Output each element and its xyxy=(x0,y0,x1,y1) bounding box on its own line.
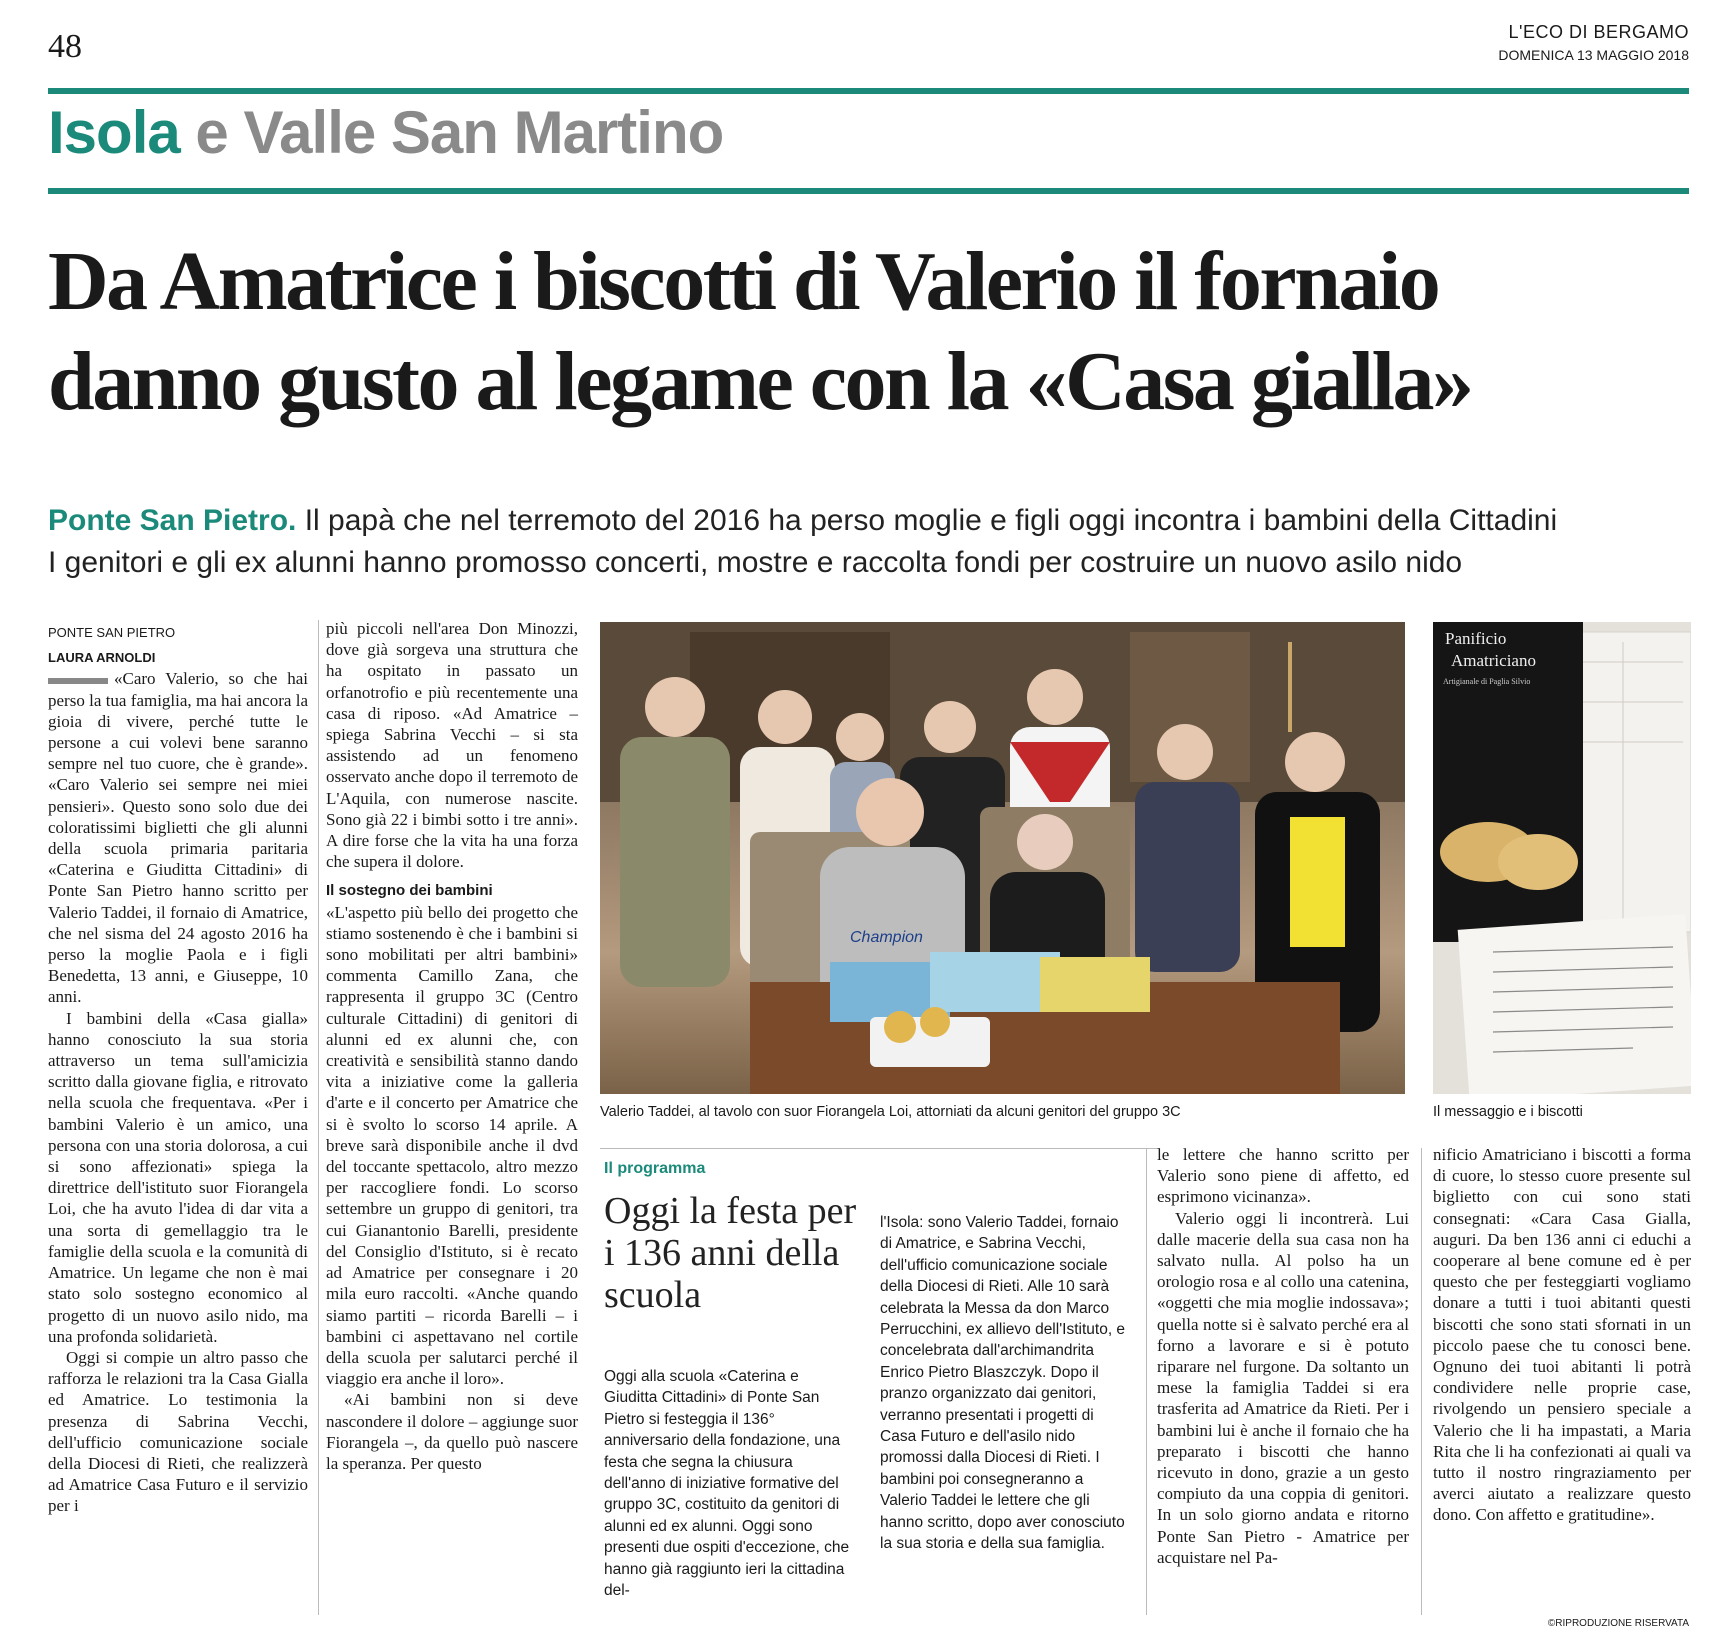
col1-para1: «Caro Valerio, so che hai perso la tua famiglia, ma hai ancora la gioia di vivere, perché tutte le persone a cui volevi bene saranno sempre nel tuo cuore, che è grande». «Caro Valerio sei sempre nei miei pensieri». Questo sono solo due dei coloratissimi biglietti che gli alunni della scuola primaria paritaria «Caterina e Giuditta Cittadini» di Ponte San Pietro hanno scritto per Valerio Taddei, il fornaio di Amatrice, che nel sisma del 24 agosto 2016 ha perso la moglie Paola e i figli Benedetta, 13 anni, e Giuseppe, 10 anni. xyxy=(48,669,308,1007)
headline-line1: Da Amatrice i biscotti di Valerio il fornaio xyxy=(48,235,1439,328)
copyright: ©RIPRODUZIONE RISERVATA xyxy=(1547,1618,1689,1629)
article-column-2 xyxy=(326,618,578,1474)
main-photo-illustration xyxy=(600,622,1405,1094)
box-col2-text: l'Isola: sono Valerio Taddei, fornaio di Amatrice, e Sabrina Vecchi, dell'ufficio comunicazione sociale della Diocesi di Rieti. Alle 10 sarà celebrata la Messa da don Marco Perrucchini, ex allievo dell'Istituto, e concelebrata dall'archimandrita Enrico Pietro Blaszczyk. Dopo il pranzo organizzato dai genitori, verranno presentati i progetti di Casa Futuro e dell'asilo nido promossi dalla Diocesi di Rieti. I bambini poi consegneranno a Valerio Taddei le lettere che gli hanno scritto, dopo aver conosciuto la sua storia e della sua famiglia. xyxy=(880,1214,1126,1553)
section-title xyxy=(48,98,723,167)
section-rule xyxy=(48,188,1689,194)
masthead xyxy=(1498,22,1689,63)
col2-para3: «Ai bambini non si deve nascondere il dolore – aggiunge suor Fiorangela –, da quello può nascere la speranza. Per questo xyxy=(326,1390,578,1473)
author-rule xyxy=(48,678,108,684)
article-column-1 xyxy=(48,622,308,1517)
subheadline xyxy=(48,500,1698,584)
main-photo-caption: Valerio Taddei, al tavolo con suor Fiorangela Loi, attorniati da alcuni genitori del gruppo 3C xyxy=(600,1104,1181,1120)
box-top-rule xyxy=(600,1148,1160,1149)
side-photo-caption: Il messaggio e i biscotti xyxy=(1433,1104,1583,1120)
page-number: 48 xyxy=(48,28,82,65)
shirt-logo: Champion xyxy=(850,929,923,946)
column-divider xyxy=(318,620,319,1615)
dateline: PONTE SAN PIETRO xyxy=(48,625,176,640)
box-kicker: Il programma xyxy=(604,1160,706,1177)
column-divider-3 xyxy=(1421,1148,1422,1615)
box-column-1 xyxy=(604,1366,856,1601)
headline-line2: danno gusto al legame con la «Casa gialla» xyxy=(48,335,1472,428)
bag-label-3: Artigianale di Paglia Silvio xyxy=(1443,677,1531,686)
section-title-part1: Isola xyxy=(48,99,180,166)
article-column-5 xyxy=(1157,1144,1409,1568)
box-column-2 xyxy=(880,1212,1132,1555)
col2-para2: «L'aspetto più bello dei progetto che stiamo sostenendo è che i bambini si sono mobilitati per altri bambini» commenta Camillo Zana, che rappresenta il gruppo 3C (Centro culturale Cittadini) di genitori di alunni ed ex alunni che, con creatività e sensibilità stanno dando vita a iniziative come la galleria d'arte e il concerto per Amatrice che si è svolto lo scorso 14 aprile. A breve sarà disponibile anche il dvd del toccante spettacolo, altro mezzo per raccogliere fondi. Lo scorso settembre un gruppo di genitori, tra cui Gianantonio Barelli, presidente del Consiglio d'Istituto, si è recato ad Amatrice per consegnare i 20 mila euro raccolti. «Anche quando siamo partiti – ricorda Barelli – i bambini ci aspettavano nel cortile della scuola per salutarci perché il viaggio era anche il loro». xyxy=(326,902,578,1389)
section-title-part2: e Valle San Martino xyxy=(195,99,724,166)
subhead-line1: Il papà che nel terremoto del 2016 ha perso moglie e figli oggi incontra i bambini della Cittadini xyxy=(296,504,1558,537)
box-title: Oggi la festa per i 136 anni della scuola xyxy=(604,1190,857,1316)
col5-para2: Valerio oggi li incontrerà. Lui dalle macerie della sua casa non ha salvato nulla. Al polso ha un orologio rosa e al collo una catenina, «oggetti che mia moglie indossava»; quella notte si è salvato perché era al forno a lavorare e si è potuto riparare nel furgone. Da soltanto un mese la famiglia Taddei si era trasferita ad Amatrice da Rieti. Per i bambini lui è anche il fornaio che ha preparato i biscotti che hanno ricevuto in dono, grazie a un gesto compiuto da una coppia di genitori. In un solo giorno andata e ritorno Ponte San Pietro - Amatrice per acquistare nel Pa- xyxy=(1157,1208,1409,1567)
col1-para2: I bambini della «Casa gialla» hanno conosciuto la sua storia attraverso un tema sull'amicizia scritto dalla giovane figlia, e ritrovato nella scuola che frequentava. «Per i bambini Valerio è un amico, una persona con una storia dolorosa, a cui si sono affezionati» spiega la direttrice dell'istituto suor Fiorangela Loi, che ha avuto l'idea di dar vita a una sorta di gemellaggio tra le famiglie della scuola e la comunità di Amatrice. Un legame che non è mai stato solo sostegno economico al progetto di un nuovo asilo nido, ma una profonda solidarietà. xyxy=(48,1008,308,1346)
side-photo-illustration xyxy=(1433,622,1691,1094)
subhead-line2: I genitori e gli ex alunni hanno promosso concerti, mostre e raccolta fondi per costruire un nuovo asilo nido xyxy=(48,546,1463,579)
article-column-6 xyxy=(1433,1144,1691,1526)
col6-para1: nificio Amatriciano i biscotti a forma di cuore, lo stesso cuore presente sul biglietto con cui sono stati consegnati: «Cara Casa Gialla, auguri. Da ben 136 anni ci educhi a cooperare al bene comune ed è per questo che per festeggiarti vogliamo donare a tutti i tuoi abitanti questi biscotti che sono stati sfornati in un piccolo paese che tu conosci bene. Ognuno dei tuoi abitanti li potrà condividere nelle proprie case, rivolgendo un pensiero speciale a Valerio che li ha impastati, a Maria Rita che li ha confezionati ai quali va tutto il nostro ringraziamento per averci aiutato a realizzare questo dono. Con affetto e gratitudine». xyxy=(1433,1145,1691,1525)
main-photo xyxy=(600,622,1405,1094)
col2-para1: più piccoli nell'area Don Minozzi, dove già sorgeva una struttura che ha ospitato in passato un orfanotrofio e più recentemente una casa di riposo. «Ad Amatrice – spiega Sabrina Vecchi – si sta assistendo ad un fenomeno osservato anche dopo il terremoto de L'Aquila, con numerose nascite. Sono già 22 i bimbi sotto i tre anni». A dire forse che la vita ha una forza che supera il dolore. xyxy=(326,619,578,872)
bag-label-2: Amatriciano xyxy=(1451,651,1536,670)
column-divider-2 xyxy=(1146,1148,1147,1615)
col1-para3: Oggi si compie un altro passo che rafforza le relazioni tra la Casa Gialla ed Amatrice. Lo testimonia la presenza di Sabrina Vecchi, dell'ufficio comunicazione sociale della Diocesi di Rieti, che realizzerà ad Amatrice Casa Futuro e il servizio per i xyxy=(48,1347,308,1516)
issue-date: DOMENICA 13 MAGGIO 2018 xyxy=(1498,47,1689,63)
top-rule xyxy=(48,88,1689,94)
box-col1-text: Oggi alla scuola «Caterina e Giuditta Cittadini» di Ponte San Pietro si festeggia il 136° anniversario della fondazione, una festa che segna la chiusura dell'anno di iniziative formative del gruppo 3C, costituito da genitori di alunni ed ex alunni. Oggi sono presenti due ospiti d'eccezione, che hanno già raggiunto ieri la cittadina del- xyxy=(604,1368,850,1600)
subhead-kicker: Ponte San Pietro. xyxy=(48,504,297,537)
headline xyxy=(48,232,1698,432)
side-photo xyxy=(1433,622,1691,1094)
paper-name: L'ECO DI BERGAMO xyxy=(1508,22,1689,42)
bag-label-1: Panificio xyxy=(1445,629,1507,648)
col5-para1: le lettere che hanno scritto per Valerio sono piene di affetto, ed esprimono vicinanza». xyxy=(1157,1145,1409,1207)
col2-subtitle: Il sostegno dei bambini xyxy=(326,882,493,900)
author: LAURA ARNOLDI xyxy=(48,650,156,666)
